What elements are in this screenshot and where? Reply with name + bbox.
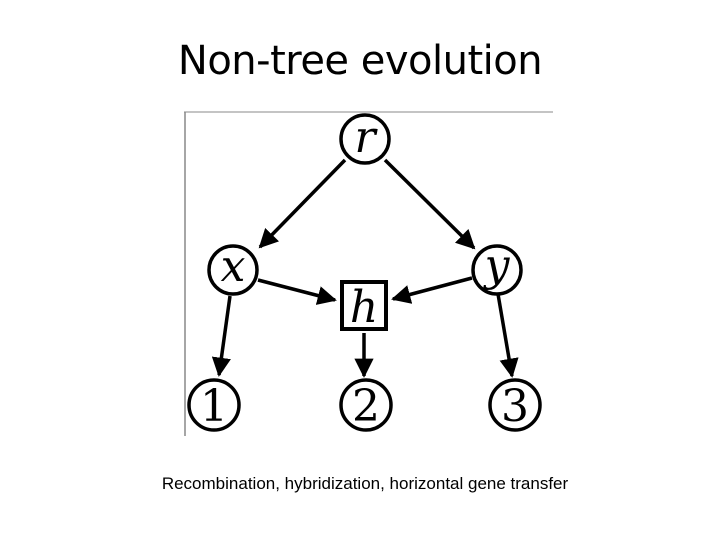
edges — [219, 160, 512, 376]
edge-x-1 — [219, 296, 230, 375]
slide-title: Non-tree evolution — [177, 38, 543, 84]
edge-x-h — [258, 280, 335, 300]
node-1 — [189, 380, 239, 432]
node-2-label: 2 — [352, 381, 380, 432]
node-h-label: h — [349, 282, 379, 333]
node-1-label: 1 — [200, 381, 228, 432]
edge-y-h — [393, 278, 472, 299]
node-3-label: 3 — [501, 381, 529, 432]
edge-r-x — [260, 160, 345, 247]
node-2 — [341, 380, 391, 432]
node-h — [342, 282, 386, 333]
node-x-label: x — [220, 241, 246, 292]
node-r — [341, 112, 389, 163]
node-y-label: y — [484, 240, 510, 291]
node-3 — [490, 380, 540, 432]
edge-r-y — [385, 160, 474, 248]
edge-y-3 — [498, 294, 512, 376]
diagram-caption: Recombination, hybridization, horizontal gene transfer — [161, 474, 569, 493]
node-y — [473, 240, 521, 294]
node-x — [209, 241, 257, 294]
node-r-label: r — [354, 112, 376, 163]
